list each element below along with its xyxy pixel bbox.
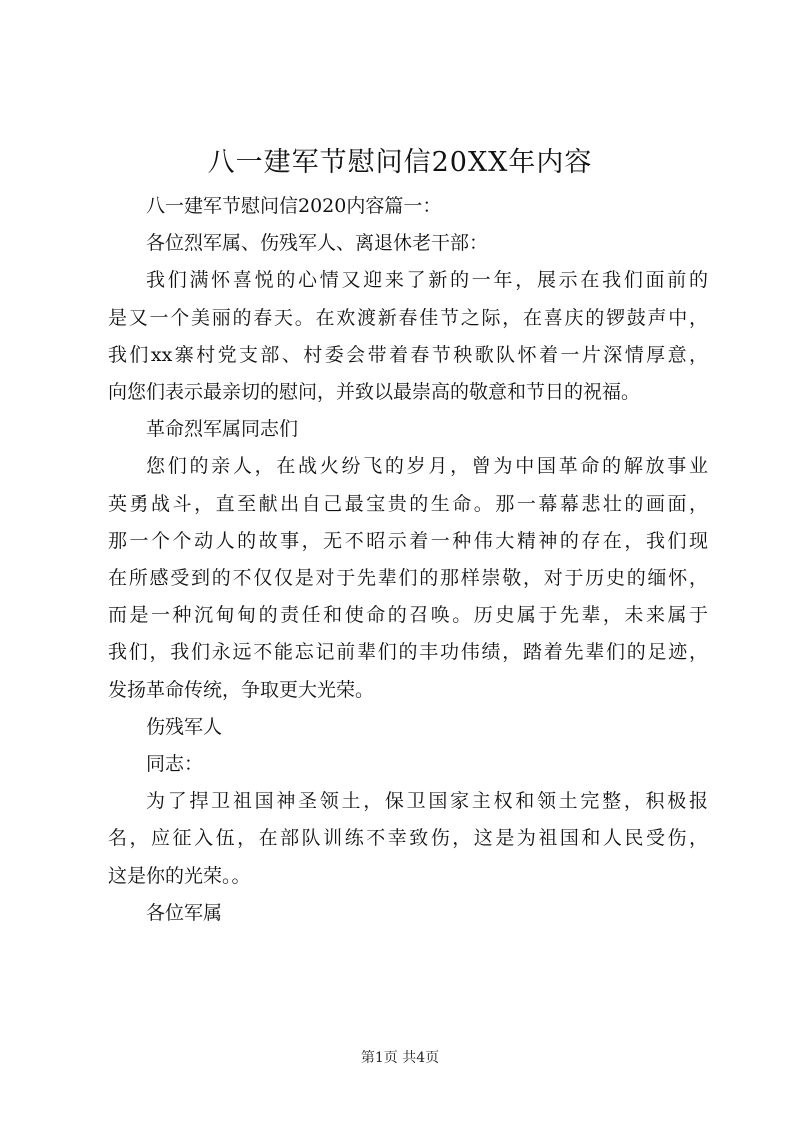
paragraph [108,225,708,262]
paragraph [108,448,708,708]
text-line: 英勇战斗，直至献出自己最宝贵的生命。那一幕幕悲壮的画面， [108,492,708,515]
page-footer: 第1页 共4页 [360,1050,440,1066]
text-line: 您们的亲人，在战火纷飞的岁月，曾为中国革命的解放事业 [146,455,708,478]
text-line: 而是一种沉甸甸的责任和使命的召唤。历史属于先辈，未来属于 [108,604,708,627]
paragraph [108,783,708,895]
text-line: 同志： [146,753,204,776]
text-line: 为了捍卫祖国神圣领土，保卫国家主权和领土完整，积极报 [146,790,708,813]
text-line: 名，应征入伍，在部队训练不幸致伤，这是为祖国和人民受伤， [108,827,708,850]
text-line: 我们满怀喜悦的心情又迎来了新的一年，展示在我们面前的 [146,269,708,292]
text-line: 向您们表示最亲切的慰问，并致以最崇高的敬意和节日的祝福。 [108,381,641,404]
text-line: 发扬革命传统，争取更大光荣。 [108,678,375,701]
paragraph [108,709,708,746]
text-line: 伤残军人 [146,715,223,738]
text-line: 这是你的光荣。。 [108,864,251,887]
document-body [108,188,708,932]
paragraph [108,746,708,783]
text-line: 八一建军节慰问信2020内容篇一： [146,195,442,217]
text-line: 是又一个美丽的春天。在欢渡新春佳节之际，在喜庆的锣鼓声中， [108,306,708,329]
paragraph [108,895,708,932]
paragraph [108,411,708,448]
text-line: 在所感受到的不仅仅是对于先辈们的那样崇敬，对于历史的缅怀， [108,567,708,590]
text-line: 革命烈军属同志们 [146,418,299,441]
text-line: 我们xx寨村党支部、村委会带着春节秧歌队怀着一片深情厚意， [108,343,708,366]
text-line: 我们，我们永远不能忘记前辈们的丰功伟绩，踏着先辈们的足迹， [108,641,708,664]
text-line: 各位军属 [146,901,223,924]
document-title: 八一建军节慰问信20XX年内容 [207,147,593,178]
paragraph [108,262,708,411]
paragraph [108,188,708,225]
text-line: 那一个个动人的故事，无不昭示着一种伟大精神的存在，我们现 [108,529,708,552]
text-line: 各位烈军属、伤残军人、离退休老干部： [146,232,489,255]
